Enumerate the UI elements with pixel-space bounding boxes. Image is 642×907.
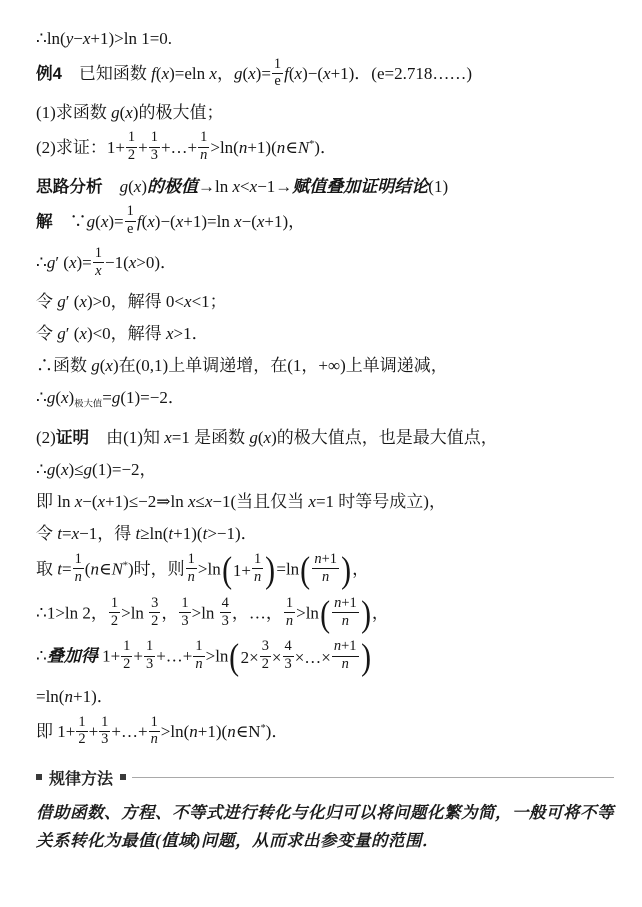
math-line: 令 g′ (x)<0，解得 x>1． bbox=[36, 324, 209, 344]
math-line: ∴叠加得 1+ $\frac{1}{2}$ + $\frac{1}{3}$ +…+ $\frac{1}{n}$ >ln ( 2× $\frac{3}{2}$ × $\frac{4}{3}$ ×…× $\frac{n+1}{n}$ ) bbox=[36, 636, 371, 678]
rule-method-header bbox=[36, 766, 614, 789]
math-line: (1)求函数 g(x)的极大值； bbox=[36, 102, 224, 122]
math-line: =ln(n+1)． bbox=[36, 687, 114, 707]
math-line: ∴1>ln 2， $\frac{1}{2}$ >ln $\frac{3}{2}$ ， $\frac{1}{3}$ >ln $\frac{4}{3}$ ，…， $\frac{1}{n}$ >ln ( n+1 n ) ， bbox=[36, 592, 389, 634]
math-line: ∴g′ (x)= $\frac{1}{x}$ −1(x>0)． bbox=[36, 244, 178, 279]
math-line: ∴函数 g(x)在(0,1)上单调递增，在(1，+∞)上单调递减， bbox=[36, 356, 448, 376]
math-line: 即 1+ $\frac{1}{2}$ + $\frac{1}{3}$ +…+ $\frac{1}{n}$ >ln(n+1)(n∈N*)． bbox=[36, 713, 289, 748]
math-line: 解 ∵g(x)= $\frac{1}{e}$ f(x)−(x+1)=ln x−(x+1)， bbox=[36, 203, 306, 238]
math-line: 取 t= $\frac{1}{n}$ (n∈N*)时，则 $\frac{1}{n}$ >ln ( 1+ $\frac{1}{n}$ ) =ln ( n+1 n ) ， bbox=[36, 548, 370, 590]
rule-method-title: 规律方法 bbox=[49, 770, 114, 788]
math-line: $\therefore g(x)_{极大值}=g(1)=-2$． bbox=[36, 388, 185, 410]
math-line: 即 ln x−(x+1)≤−2⇒ln x≤x−1(当且仅当 x=1 时等号成立)， bbox=[36, 491, 446, 511]
math-line: 令 g′ (x)>0，解得 0<x<1； bbox=[36, 292, 227, 312]
math-line: 令 t=x−1，得 t≥ln(t+1)(t>−1)． bbox=[36, 523, 258, 543]
math-line: (2)求证：1+ $\frac{1}{2}$ + $\frac{1}{3}$ +…+ $\frac{1}{n}$ >ln(n+1)(n∈N*)． bbox=[36, 129, 337, 164]
math-line: ∴ln(y−x+1)>ln 1=0. bbox=[36, 29, 173, 48]
square-bullet-icon bbox=[36, 774, 42, 780]
math-line: (2)证明 由(1)知 x=1 是函数 g(x)的极大值点，也是最大值点， bbox=[36, 427, 498, 447]
math-content bbox=[36, 26, 614, 750]
math-line: 例4 已知函数 f(x)=eln x，g(x)= $\frac{1}{e}$ f(x)−(x+1)．(e=2.718……) bbox=[36, 55, 473, 90]
math-line: ∴g(x)≤g(1)=−2， bbox=[36, 459, 157, 479]
math-line: 思路分析 g(x)的极值→ln x<x−1→赋值叠加证明结论(1) bbox=[36, 176, 449, 196]
rule-method-body: 借助函数、方程、不等式进行转化与化归可以将问题化繁为简，一般可将不等关系转化为最值(值域)问题，从而求出参变量的范围． bbox=[36, 802, 614, 850]
square-bullet-icon bbox=[120, 774, 126, 780]
rule-divider-line bbox=[132, 777, 614, 778]
